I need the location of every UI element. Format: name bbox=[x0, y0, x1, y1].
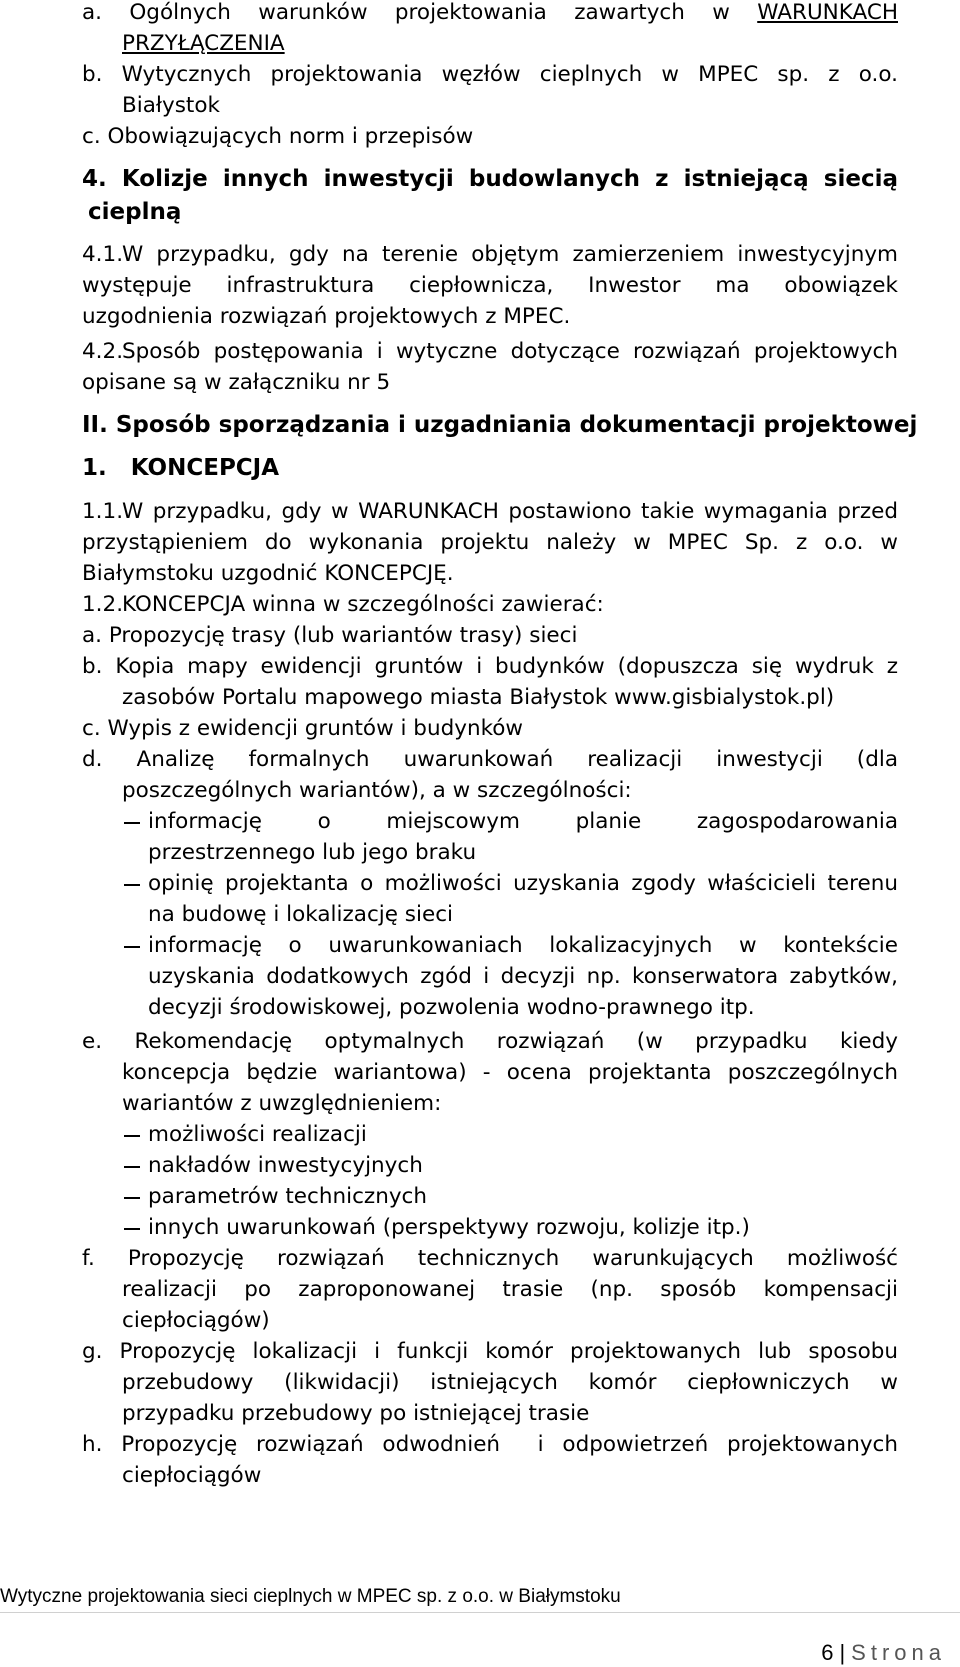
sub-bullet-1-line2: przestrzennego lub jego braku bbox=[148, 840, 477, 865]
item-4-1-line2: występuje infrastruktura ciepłownicza, Inwestor ma obowiązek bbox=[82, 273, 898, 298]
dash-bullet bbox=[124, 1197, 140, 1199]
sub-bullet-3-line1: informację o uwarunkowaniach lokalizacyjnych w kontekście bbox=[148, 933, 898, 958]
dash-bullet bbox=[124, 946, 140, 948]
list-item-g-line1: g. Propozycję lokalizacji i funkcji komór projektowanych lub sposobu bbox=[82, 1339, 898, 1364]
footer-divider bbox=[0, 1612, 960, 1613]
list-item-e-line3: wariantów z uwzględnieniem: bbox=[122, 1091, 442, 1116]
list-item-g-line3: przypadku przebudowy po istniejącej trasie bbox=[122, 1401, 590, 1426]
item-1-1-line3: Białymstoku uzgodnić KONCEPCJĘ. bbox=[82, 561, 454, 586]
item-number-1-1: 1.1. bbox=[82, 499, 124, 524]
sub-bullet-e2: nakładów inwestycyjnych bbox=[148, 1153, 423, 1178]
list-item-b-line1: b. Wytycznych projektowania węzłów cieplnych w MPEC sp. z o.o. bbox=[82, 62, 898, 87]
list-item-a-line1: a. Ogólnych warunków projektowania zawartych w WARUNKACH bbox=[82, 0, 898, 25]
list-item-b-line2: Białystok bbox=[122, 93, 220, 118]
sub-bullet-e4: innych uwarunkowań (perspektywy rozwoju, kolizje itp.) bbox=[148, 1215, 750, 1240]
item-4-2-line1: Sposób postępowania i wytyczne dotyczące rozwiązań projektowych bbox=[122, 339, 898, 364]
sub-bullet-e1: możliwości realizacji bbox=[148, 1122, 367, 1147]
item-4-2-line2: opisane są w załączniku nr 5 bbox=[82, 370, 391, 395]
item-number-1-2: 1.2. bbox=[82, 592, 124, 617]
list-item-d-line2: poszczególnych wariantów), a w szczególności: bbox=[122, 778, 632, 803]
item-1-1-line2: przystąpieniem do wykonania projektu należy w MPEC Sp. z o.o. w bbox=[82, 530, 898, 555]
list-item-f-line3: ciepłociągów) bbox=[122, 1308, 270, 1333]
list-item-f-line1: f. Propozycję rozwiązań technicznych warunkujących możliwość bbox=[82, 1246, 898, 1271]
item-4-1-line3: uzgodnienia rozwiązań projektowych z MPEC. bbox=[82, 304, 571, 329]
section-heading-4: 4. Kolizje innych inwestycji budowlanych z istniejącą siecią bbox=[82, 166, 898, 192]
list-item-c2: c. Wypis z ewidencji gruntów i budynków bbox=[82, 716, 524, 741]
dash-bullet bbox=[124, 1228, 140, 1230]
list-item-e-line2: koncepcja będzie wariantowa) - ocena projektanta poszczególnych bbox=[122, 1060, 898, 1085]
dash-bullet bbox=[124, 822, 140, 824]
item-4-1-line1: W przypadku, gdy na terenie objętym zamierzeniem inwestycyjnym bbox=[122, 242, 898, 267]
list-item-h-line2: ciepłociągów bbox=[122, 1463, 262, 1488]
list-item-f-line2: realizacji po zaproponowanej trasie (np. sposób kompensacji bbox=[122, 1277, 898, 1302]
section-heading-ii: II. Sposób sporządzania i uzgadniania dokumentacji projektowej bbox=[82, 412, 918, 438]
list-item-a: a. Propozycję trasy (lub wariantów trasy) sieci bbox=[82, 623, 578, 648]
section-heading-4-cont: cieplną bbox=[88, 199, 182, 225]
sub-bullet-1-line1: informację o miejscowym planie zagospodarowania bbox=[148, 809, 898, 834]
link-warunkach[interactable]: WARUNKACH bbox=[757, 0, 898, 25]
item-1-2-line1: KONCEPCJA winna w szczególności zawierać: bbox=[122, 592, 604, 617]
dash-bullet bbox=[124, 1166, 140, 1168]
sub-bullet-3-line3: decyzji środowiskowej, pozwolenia wodno-prawnego itp. bbox=[148, 995, 755, 1020]
page-footer-text: Wytyczne projektowania sieci cieplnych w MPEC sp. z o.o. w Białymstoku bbox=[0, 1586, 621, 1607]
item-number-4-2: 4.2. bbox=[82, 339, 124, 364]
dash-bullet bbox=[124, 884, 140, 886]
page-word: Strona bbox=[851, 1640, 946, 1665]
page-number-value: 6 bbox=[821, 1640, 834, 1665]
list-item-b2-line1: b. Kopia mapy ewidencji gruntów i budynków (dopuszcza się wydruk z bbox=[82, 654, 898, 679]
item-1-1-line1: W przypadku, gdy w WARUNKACH postawiono takie wymagania przed bbox=[122, 499, 898, 524]
sub-bullet-e3: parametrów technicznych bbox=[148, 1184, 427, 1209]
dash-bullet bbox=[124, 1135, 140, 1137]
page-number-separator: | bbox=[839, 1640, 846, 1665]
link-przylaczenia[interactable]: PRZYŁĄCZENIA bbox=[122, 31, 285, 56]
sub-bullet-3-line2: uzyskania dodatkowych zgód i decyzji np. konserwatora zabytków, bbox=[148, 964, 898, 989]
sub-bullet-2-line1: opinię projektanta o możliwości uzyskania zgody właścicieli terenu bbox=[148, 871, 898, 896]
page-number bbox=[821, 1640, 946, 1666]
list-item-d-line1: d. Analizę formalnych uwarunkowań realizacji inwestycji (dla bbox=[82, 747, 898, 772]
list-item-h-line1: h. Propozycję rozwiązań odwodnień i odpowietrzeń projektowanych bbox=[82, 1432, 898, 1457]
list-item-g-line2: przebudowy (likwidacji) istniejących komór ciepłowniczych w bbox=[122, 1370, 898, 1395]
list-item-e-line1: e. Rekomendację optymalnych rozwiązań (w przypadku kiedy bbox=[82, 1029, 898, 1054]
item-number-4-1: 4.1. bbox=[82, 242, 124, 267]
sub-bullet-2-line2: na budowę i lokalizację sieci bbox=[148, 902, 453, 927]
list-item-c: c. Obowiązujących norm i przepisów bbox=[82, 124, 474, 149]
subsection-heading-koncepcja: 1. KONCEPCJA bbox=[82, 455, 280, 481]
list-item-b2-line2: zasobów Portalu mapowego miasta Białystok www.gisbialystok.pl) bbox=[122, 685, 835, 710]
